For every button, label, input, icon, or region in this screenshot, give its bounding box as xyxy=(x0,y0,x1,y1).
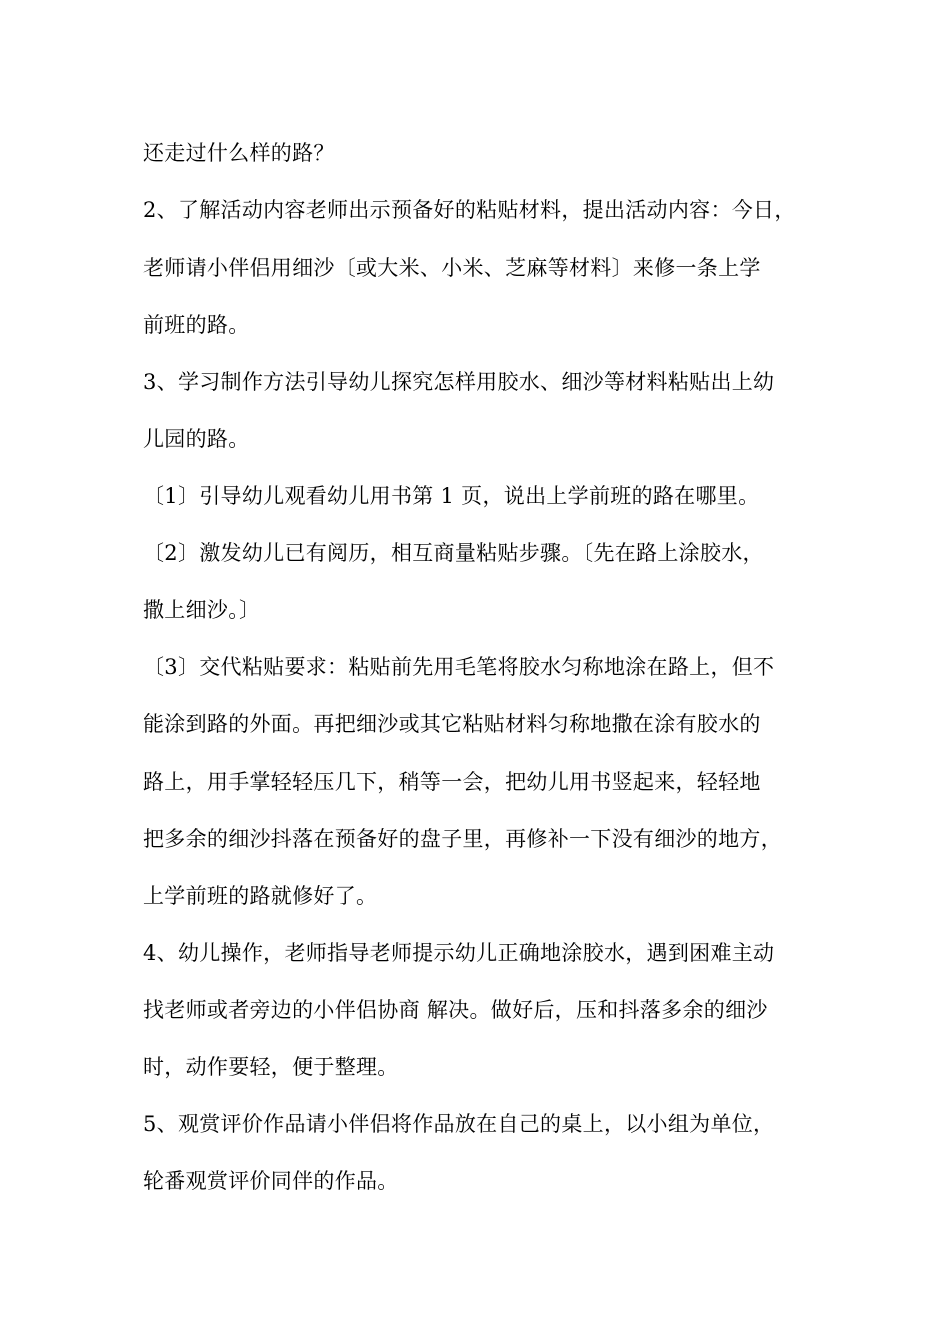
text-line: 上学前班的路就修好了。 xyxy=(143,884,378,908)
text-line: 〔3〕交代粘贴要求：粘贴前先用毛笔将胶水匀称地涂在路上，但不 xyxy=(143,655,775,679)
text-line: 还走过什么样的路？ xyxy=(143,141,335,165)
text-line: 〔2〕激发幼儿已有阅历，相互商量粘贴步骤。〔先在路上涂胶水， xyxy=(143,541,764,565)
text-line: 路上，用手掌轻轻压几下，稍等一会，把幼儿用书竖起来，轻轻地 xyxy=(143,770,761,794)
text-line: 前班的路。 xyxy=(143,313,250,337)
text-line: 4、幼儿操作，老师指导老师提示幼儿正确地涂胶水，遇到困难主动 xyxy=(143,941,775,965)
text-line: 5、观赏评价作品请小伴侣将作品放在自己的桌上，以小组为单位， xyxy=(143,1112,775,1136)
text-line: 轮番观赏评价同伴的作品。 xyxy=(143,1169,399,1193)
text-line: 〔1〕引导幼儿观看幼儿用书第 1 页，说出上学前班的路在哪里。 xyxy=(143,484,760,508)
text-line: 把多余的细沙抖落在预备好的盘子里，再修补一下没有细沙的地方， xyxy=(143,827,782,851)
text-line: 找老师或者旁边的小伴侣协商 解决。做好后，压和抖落多余的细沙 xyxy=(143,998,768,1022)
text-line: 2、了解活动内容老师出示预备好的粘贴材料，提出活动内容：今日， xyxy=(143,198,796,222)
text-line: 能涂到路的外面。再把细沙或其它粘贴材料匀称地撒在涂有胶水的 xyxy=(143,712,761,736)
text-line: 老师请小伴侣用细沙〔或大米、小米、芝麻等材料〕来修一条上学 xyxy=(143,256,761,280)
text-line: 时，动作要轻，便于整理。 xyxy=(143,1055,399,1079)
text-line: 3、学习制作方法引导幼儿探究怎样用胶水、细沙等材料粘贴出上幼 xyxy=(143,370,775,394)
text-line: 儿园的路。 xyxy=(143,427,250,451)
text-line: 撒上细沙。〕 xyxy=(143,598,261,622)
